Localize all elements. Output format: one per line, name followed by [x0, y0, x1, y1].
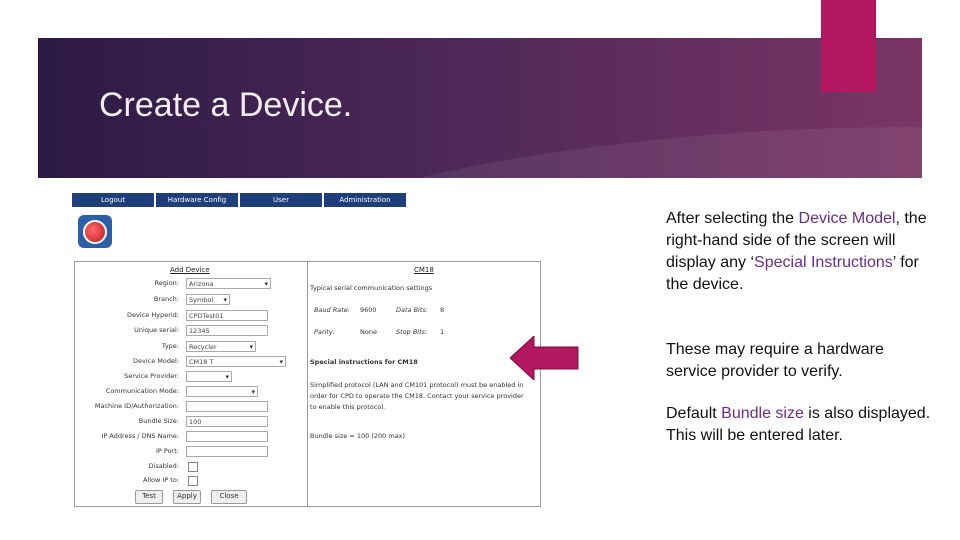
ip-port-row	[75, 446, 307, 458]
parity-label: Parity:	[314, 328, 335, 336]
disabled-row	[75, 461, 307, 473]
parity-value: None	[360, 328, 377, 336]
device-model-select[interactable]: CM18 T ▾	[186, 356, 286, 367]
branch-label: Branch:	[153, 295, 179, 303]
type-row	[75, 341, 307, 353]
add-device-form	[74, 261, 308, 507]
ip-address-row	[75, 431, 307, 443]
unique-serial-row	[75, 325, 307, 337]
notes-paragraph-1	[666, 208, 936, 296]
special-instructions-title: Special instructions for CM18	[310, 358, 418, 366]
form-heading: Add Device	[170, 266, 210, 274]
special-instructions-line: Simplified protocol (LAN and CM101 protocol) must be enabled in	[310, 381, 524, 389]
comm-settings-title: Typical serial communication settings	[310, 284, 433, 292]
communication-mode-select[interactable]	[186, 386, 258, 397]
service-provider-label: Service Provider:	[124, 372, 179, 380]
apply-button[interactable]: Apply	[173, 490, 201, 504]
bundle-size-row	[75, 416, 307, 428]
allow-ip-row	[75, 475, 307, 487]
stop-bits-value: 1	[440, 328, 445, 336]
device-model-label: Device Model:	[132, 357, 179, 365]
allow-ip-checkbox[interactable]	[188, 476, 198, 486]
baud-rate-label: Baud Rate:	[314, 306, 350, 314]
app-screenshot	[72, 188, 547, 508]
machine-id-label: Machine ID/Authorization:	[94, 402, 179, 410]
notes-paragraph-3	[666, 403, 936, 447]
menu-item-logout[interactable]: Logout	[72, 193, 154, 207]
disabled-checkbox[interactable]	[188, 462, 198, 472]
notes-text: After selecting the	[666, 210, 799, 227]
bundle-size-highlight: Bundle size	[721, 405, 804, 422]
region-row	[75, 278, 307, 290]
special-instructions-panel	[307, 261, 541, 507]
machine-id-field[interactable]	[186, 401, 268, 412]
data-bits-label: Data Bits:	[396, 306, 428, 314]
data-bits-value: 8	[440, 306, 445, 314]
notes-text: Default	[666, 405, 722, 422]
device-model-highlight: Device Model	[798, 210, 896, 227]
ip-address-label: IP Address / DNS Name:	[101, 432, 179, 440]
disabled-label: Disabled:	[148, 462, 179, 470]
notes-text: ’ for the device.	[666, 254, 919, 293]
bundle-size-label: Bundle Size:	[138, 417, 179, 425]
menu-item-administration[interactable]: Administration	[324, 193, 406, 207]
type-select[interactable]: Recycler ▾	[186, 341, 256, 352]
menu-item-hardware-config[interactable]: Hardware Config	[156, 193, 238, 207]
slide-title: Create a Device.	[99, 86, 353, 124]
notes-paragraph-2: These may require a hardware service provider to verify.	[666, 341, 884, 380]
device-hyperid-label: Device Hyperid:	[127, 311, 179, 319]
region-label: Region:	[154, 279, 179, 287]
stop-bits-label: Stop Bits:	[396, 328, 428, 336]
left-arrow-icon	[510, 336, 580, 380]
device-hyperid-field[interactable]: CPDTest01	[186, 310, 268, 321]
allow-ip-label: Allow IP to:	[142, 476, 179, 484]
communication-mode-label: Communication Mode:	[105, 387, 179, 395]
notes-text: is also displayed. This will be entered later.	[666, 405, 931, 444]
service-provider-row	[75, 371, 307, 383]
unique-serial-field[interactable]: 12345	[186, 325, 268, 336]
bundle-size-field[interactable]: 100	[186, 416, 268, 427]
ip-address-field[interactable]	[186, 431, 268, 442]
notes-text: , the right-hand side of the screen will display any ‘	[666, 210, 927, 271]
ip-port-field[interactable]	[186, 446, 268, 457]
device-model-row	[75, 356, 307, 368]
machine-id-row	[75, 401, 307, 413]
unique-serial-label: Unique serial:	[134, 326, 179, 334]
test-button[interactable]: Test	[135, 490, 163, 504]
device-hyperid-row	[75, 310, 307, 322]
special-instructions-line: to enable this protocol.	[310, 403, 386, 411]
service-provider-select[interactable]	[186, 371, 232, 382]
ip-port-label: IP Port:	[156, 447, 179, 455]
special-instructions-line: order for CPD to operate the CM18. Contact your service provider	[310, 392, 524, 400]
branch-row	[75, 294, 307, 306]
communication-mode-row	[75, 386, 307, 398]
close-button[interactable]: Close	[211, 490, 247, 504]
banner-arc-decoration	[284, 102, 922, 178]
spec-heading: CM18	[414, 266, 434, 274]
menu-item-user[interactable]: User	[240, 193, 322, 207]
accent-bar	[821, 0, 876, 92]
region-select[interactable]: Arizona ▾	[186, 278, 271, 289]
form-buttons-row	[75, 490, 307, 502]
type-label: Type:	[161, 342, 179, 350]
bundle-size-note: Bundle size = 100 (200 max)	[310, 432, 406, 440]
app-logo-icon	[78, 215, 112, 248]
baud-rate-value: 9600	[360, 306, 377, 314]
branch-select[interactable]: Symbol ▾	[186, 294, 230, 305]
menu-bar	[72, 193, 408, 207]
special-instructions-highlight: Special Instructions	[754, 254, 893, 271]
